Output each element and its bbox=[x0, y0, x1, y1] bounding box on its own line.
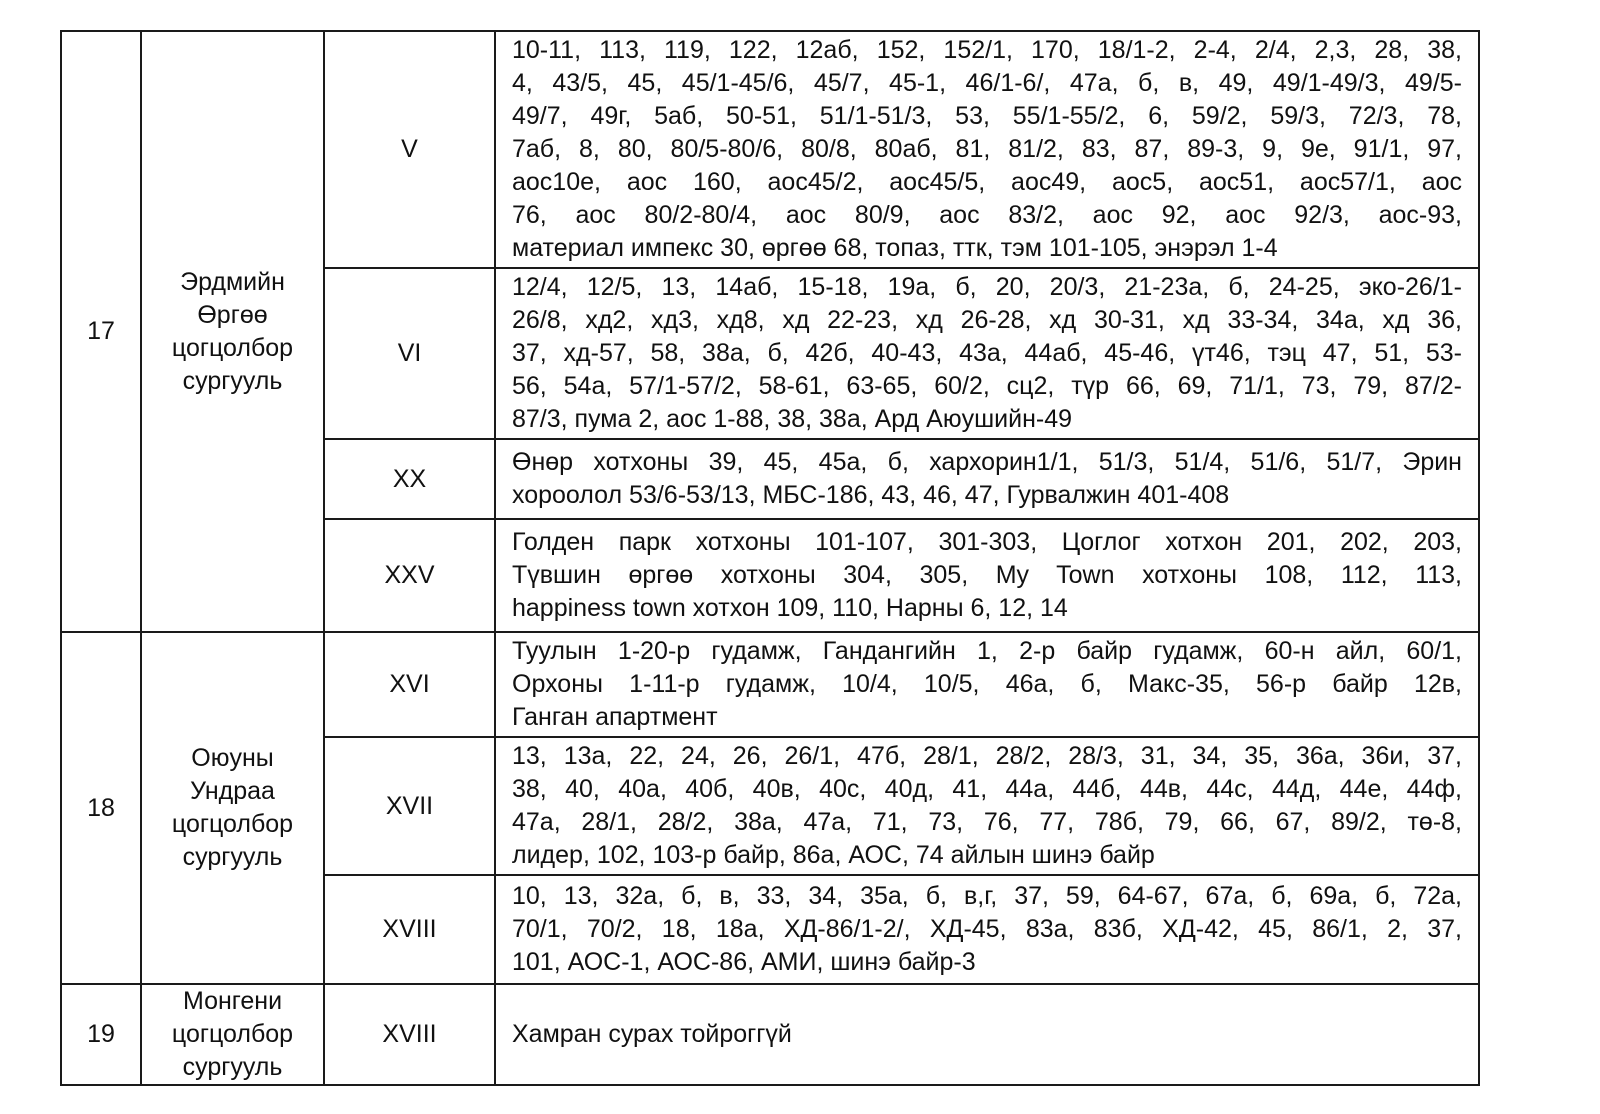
address-line: 49/7, 49г, 5аб, 50-51, 51/1-51/3, 53, 55/1-55/2, 6, 59/2, 59/3, 72/3, 78, bbox=[512, 102, 1462, 130]
address-line: материал импекс 30, өргөө 68, топаз, ттк, тэм 101-105, энэрэл 1-4 bbox=[512, 234, 1278, 262]
school-name-line: сургууль bbox=[182, 1053, 283, 1081]
school-number: 18 bbox=[61, 632, 141, 984]
address-list bbox=[495, 875, 1479, 984]
address-line: 56, 54а, 57/1-57/2, 58-61, 63-65, 60/2, сц2, түр 66, 69, 71/1, 73, 79, 87/2- bbox=[512, 372, 1462, 400]
address-line: аос10е, аос 160, аос45/2, аос45/5, аос49, аос5, аос51, аос57/1, аос bbox=[512, 168, 1462, 196]
address-list bbox=[495, 984, 1479, 1085]
address-list bbox=[495, 31, 1479, 268]
address-line: Голден парк хотхоны 101-107, 301-303, Цоглог хотхон 201, 202, 203, bbox=[512, 528, 1462, 556]
zone-number: VI bbox=[324, 268, 495, 439]
zone-number: XVI bbox=[324, 632, 495, 737]
address-line: Өнөр хотхоны 39, 45, 45а, б, хархорин1/1, 51/3, 51/4, 51/6, 51/7, Эрин bbox=[512, 448, 1462, 476]
address-line: Ганган апартмент bbox=[512, 703, 718, 731]
address-list bbox=[495, 737, 1479, 875]
address-line: 10, 13, 32а, б, в, 33, 34, 35а, б, в,г, 37, 59, 64-67, 67а, б, 69а, б, 72а, bbox=[512, 882, 1462, 910]
address-list bbox=[495, 519, 1479, 632]
school-name-line: Ундраа bbox=[190, 777, 275, 805]
school-name-line: цогцолбор bbox=[171, 333, 294, 362]
school-name-line: Өргөө bbox=[197, 300, 268, 329]
school-name bbox=[141, 984, 324, 1085]
address-line: 87/3, пума 2, аос 1-88, 38, 38а, Ард Аюушийн-49 bbox=[512, 405, 1073, 433]
address-line: 10-11, 113, 119, 122, 12аб, 152, 152/1, 170, 18/1-2, 2-4, 2/4, 2,3, 28, 38, bbox=[512, 36, 1462, 64]
school-name-line: сургууль bbox=[182, 843, 283, 871]
table-row bbox=[61, 984, 1479, 1085]
school-number: 17 bbox=[61, 31, 141, 632]
address-line: 70/1, 70/2, 18, 18а, ХД-86/1-2/, ХД-45, 83а, 83б, ХД-42, 45, 86/1, 2, 37, bbox=[512, 915, 1462, 943]
address-line: Орхоны 1-11-р гудамж, 10/4, 10/5, 46а, б, Макс-35, 56-р байр 12в, bbox=[512, 670, 1462, 698]
address-line: 7аб, 8, 80, 80/5-80/6, 80/8, 80аб, 81, 81/2, 83, 87, 89-3, 9, 9е, 91/1, 97, bbox=[512, 135, 1462, 163]
table-row bbox=[61, 632, 1479, 737]
address-line: 37, хд-57, 58, 38а, б, 42б, 40-43, 43а, 44аб, 45-46, үт46, тэц 47, 51, 53- bbox=[512, 339, 1462, 367]
zone-number: XVIII bbox=[324, 984, 495, 1085]
zone-number: V bbox=[324, 31, 495, 268]
school-name bbox=[141, 632, 324, 984]
zone-number: XX bbox=[324, 439, 495, 519]
address-list bbox=[495, 439, 1479, 519]
school-name-line: цогцолбор bbox=[171, 1020, 294, 1048]
school-name bbox=[141, 31, 324, 632]
address-list bbox=[495, 632, 1479, 737]
address-line: Түвшин өргөө хотхоны 304, 305, My Town хотхоны 108, 112, 113, bbox=[512, 561, 1462, 589]
school-name-line: сургууль bbox=[182, 366, 283, 395]
school-name-line: Монгени bbox=[182, 987, 283, 1015]
school-name-line: Эрдмийн bbox=[180, 267, 285, 296]
zone-number: XVIII bbox=[324, 875, 495, 984]
address-line: 38, 40, 40а, 40б, 40в, 40с, 40д, 41, 44а, 44б, 44в, 44с, 44д, 44е, 44ф, bbox=[512, 775, 1462, 803]
address-line: 76, аос 80/2-80/4, аос 80/9, аос 83/2, аос 92, аос 92/3, аос-93, bbox=[512, 201, 1462, 229]
address-line: happiness town хотхон 109, 110, Нарны 6, 12, 14 bbox=[512, 594, 1068, 622]
address-line: хороолол 53/6-53/13, МБС-186, 43, 46, 47, Гурвалжин 401-408 bbox=[512, 481, 1230, 509]
school-name-line: цогцолбор bbox=[171, 810, 294, 838]
school-name-line: Оюуны bbox=[191, 744, 274, 772]
address-line: 26/8, хд2, хд3, хд8, хд 22-23, хд 26-28, хд 30-31, хд 33-34, 34а, хд 36, bbox=[512, 306, 1462, 334]
zone-number: XXV bbox=[324, 519, 495, 632]
address-line: 12/4, 12/5, 13, 14аб, 15-18, 19а, б, 20, 20/3, 21-23а, б, 24-25, эко-26/1- bbox=[512, 273, 1462, 301]
address-line: лидер, 102, 103-р байр, 86а, АОС, 74 айлын шинэ байр bbox=[512, 841, 1155, 869]
address-line: 47а, 28/1, 28/2, 38а, 47а, 71, 73, 76, 77, 78б, 79, 66, 67, 89/2, тө-8, bbox=[512, 808, 1462, 836]
address-line: 101, АОС-1, АОС-86, АМИ, шинэ байр-3 bbox=[512, 948, 976, 976]
school-number: 19 bbox=[61, 984, 141, 1085]
address-line: 13, 13а, 22, 24, 26, 26/1, 47б, 28/1, 28/2, 28/3, 31, 34, 35, 36а, 36и, 37, bbox=[512, 742, 1462, 770]
school-districts-table bbox=[60, 30, 1480, 1086]
address-list bbox=[495, 268, 1479, 439]
address-line: Хамран сурах тойроггүй bbox=[512, 1020, 792, 1048]
address-line: Туулын 1-20-р гудамж, Гандангийн 1, 2-р байр гудамж, 60-н айл, 60/1, bbox=[512, 637, 1462, 665]
table-row bbox=[61, 31, 1479, 268]
zone-number: XVII bbox=[324, 737, 495, 875]
address-line: 4, 43/5, 45, 45/1-45/6, 45/7, 45-1, 46/1-6/, 47а, б, в, 49, 49/1-49/3, 49/5- bbox=[512, 69, 1462, 97]
